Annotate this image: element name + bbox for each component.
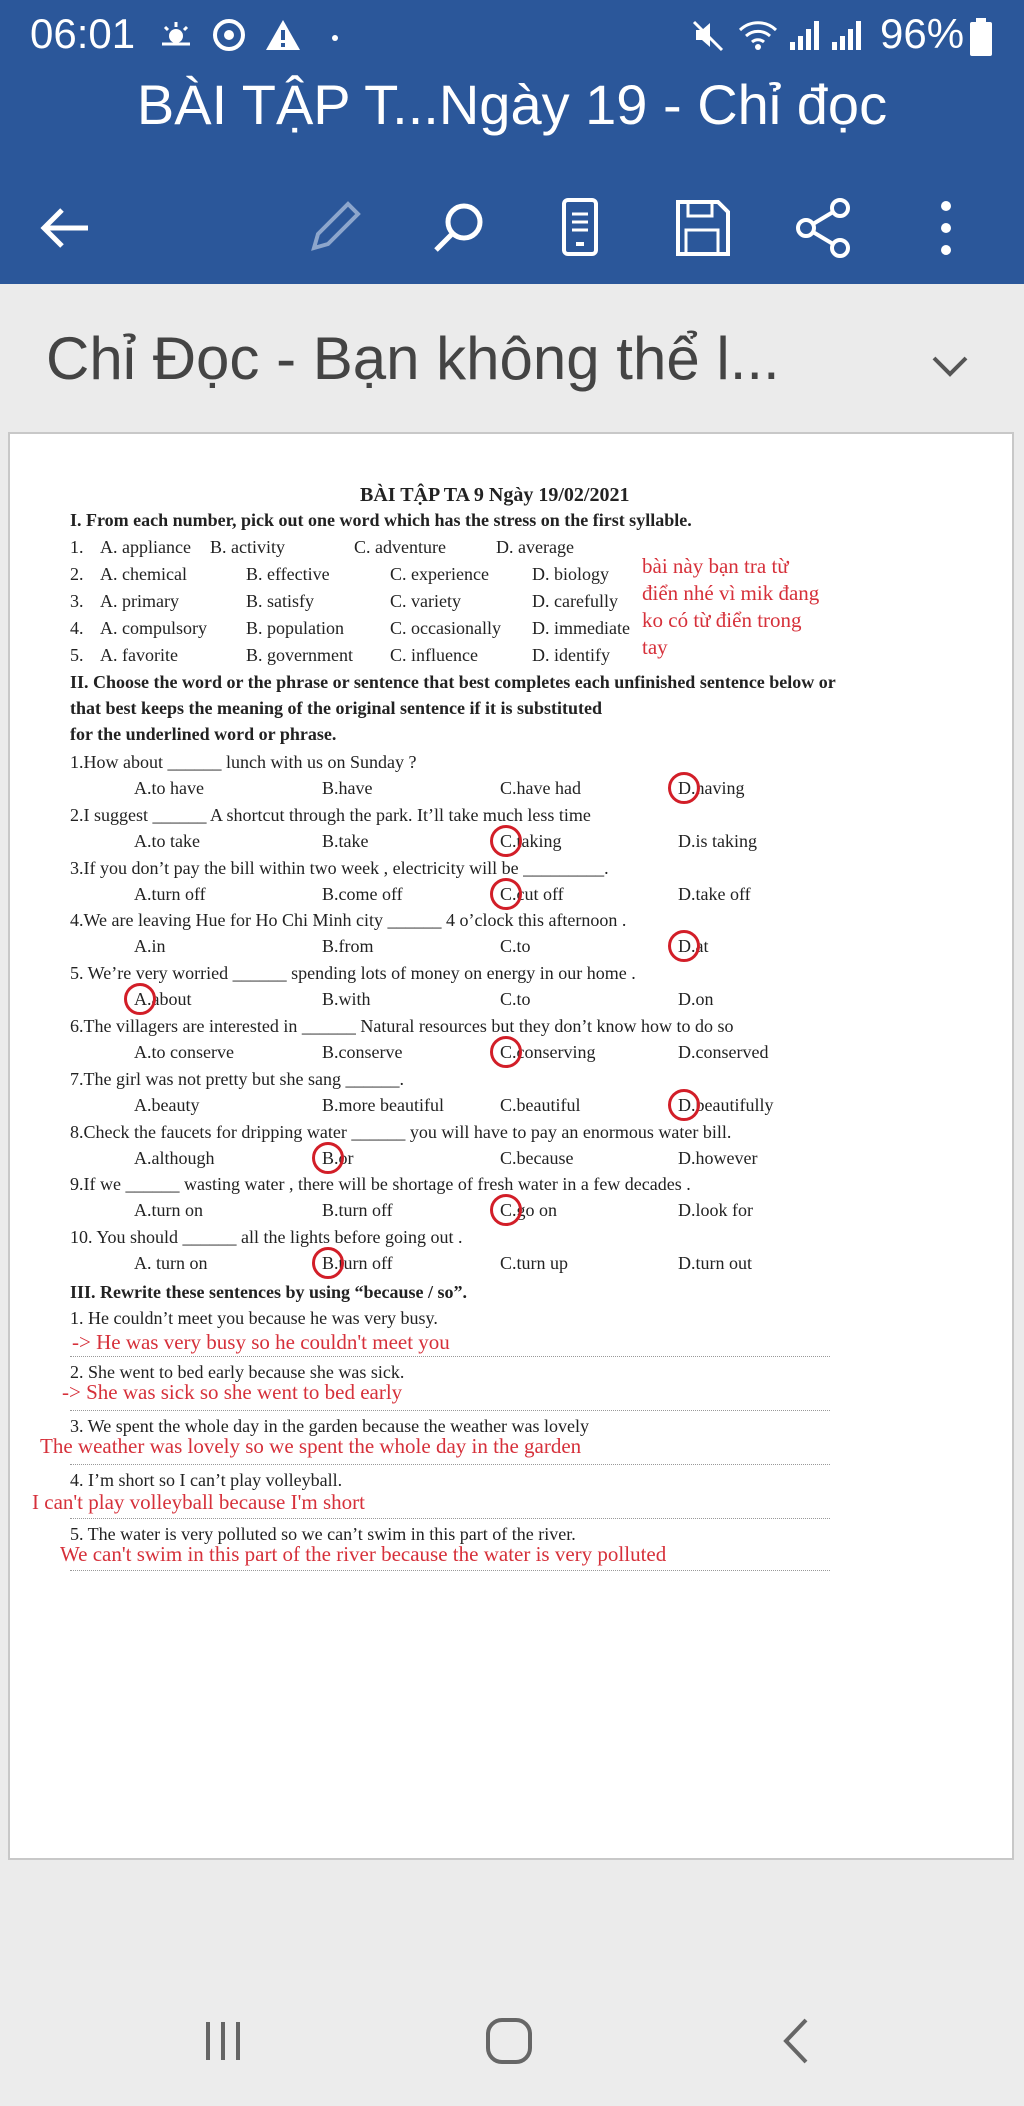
answer-circle-mark xyxy=(490,1194,522,1226)
answer-line xyxy=(70,1518,830,1519)
answer-option: B.with xyxy=(322,989,371,1010)
back-nav-icon[interactable] xyxy=(762,2006,832,2076)
answer-option: C.turn up xyxy=(500,1253,569,1274)
answer-option: A.in xyxy=(134,936,166,957)
answer-option: D.at xyxy=(678,936,709,957)
signal-icon xyxy=(788,18,822,60)
answer-option: C.taking xyxy=(500,830,562,851)
question-text: 8.Check the faucets for dripping water ______ you will have to pay an enormous water bill. xyxy=(70,1121,732,1142)
handwritten-answer: The weather was lovely so we spent the whole day in the garden xyxy=(40,1434,582,1458)
question-text: 7.The girl was not pretty but she sang ______. xyxy=(70,1068,404,1089)
answer-option: B.take xyxy=(322,830,369,851)
answer-circle-mark xyxy=(668,772,700,804)
section2-heading: II. Choose the word or the phrase or sentence that best completes each unfinished sentence below or xyxy=(70,672,836,692)
document-title: BÀI TẬP T...Ngày 19 - Chỉ đọc xyxy=(136,73,888,136)
answer-line xyxy=(70,1570,830,1571)
section2-heading: that best keeps the meaning of the original sentence if it is substituted xyxy=(70,698,602,718)
app-bar xyxy=(0,0,1024,284)
mute-icon xyxy=(690,18,726,60)
answer-option: C.to xyxy=(500,989,531,1010)
answer-option: A.turn on xyxy=(134,1200,203,1221)
answer-option: D.is taking xyxy=(678,830,757,851)
answer-option: C.go on xyxy=(500,1200,558,1221)
more-icon[interactable] xyxy=(906,188,986,268)
home-icon[interactable] xyxy=(474,2006,544,2076)
answer-option: D.having xyxy=(678,778,745,798)
answer-option: D.beautifully xyxy=(678,1094,774,1115)
share-icon[interactable] xyxy=(784,188,864,268)
status-bar xyxy=(0,0,1024,70)
battery-level: 96% xyxy=(880,10,965,57)
answer-option: B.or xyxy=(322,1147,354,1168)
answer-option: B.turn off xyxy=(322,1253,393,1274)
answer-option: A.although xyxy=(134,1147,215,1168)
back-icon[interactable] xyxy=(26,188,106,268)
read-only-banner[interactable] xyxy=(0,284,1024,432)
answer-option: B.conserve xyxy=(322,1042,403,1062)
recent-apps-icon[interactable] xyxy=(188,2006,258,2076)
read-only-text: Chỉ Đọc - Bạn không thể l... xyxy=(46,325,780,392)
answer-option: A.to take xyxy=(134,830,200,851)
answer-option: D.however xyxy=(678,1147,758,1168)
question-text: 10. You should ______ all the lights before going out . xyxy=(70,1227,463,1248)
document-page: BÀI TẬP TA 9 Ngày 19/02/2021 I. From each number, pick out one word which has the stress on the first syllable. 1. A. appliance B. activity C. adventure D. average 2. A. chemical B. effective C. experience D. biology 3. A. primary B. satisfy C. variety D. carefully 4. A. compulsory B. population C. occasionally D. immediate 5. A. favorite B. government C. influence D. identify bài này bạn tra từ điển nhé vì mik đang ko có từ điển trong tay II. Choose the word or the phrase or sentence that best completes each unfinished sentence below or that best keeps the meaning of the original sentence if it is substituted for the underlined word or phrase. 1.How about ______ lunch with us on Sunday ? A.to have B.have C.have had D.having 2.I suggest ______ A shortcut through the park. It’ll take much less time A.to take B.take C.taking D.is taking 3.If you don’t pay the bill within two week , electricity will be _________. A.turn off B.come off C.cut off D.take off 4.We are leaving Hue for Ho Chi Minh city ______ 4 o’clock this afternoon . A.in B.from C.to D.at 5. We’re very worried ______ spending lots of money on energy in our home . A.about B.with C.to D.on 6.The villagers are interested in ______ Natural resources but they don’t know how to do so A.to conserve B.conserve C.conserving D.conserved 7.The girl was not pretty but she sang ______. A.beauty B.more beautiful C.beautiful D.beautifully 8.Check the faucets for dripping water ______ you will have to pay an enormous water bill. A.although B.or C.because D.however 9.If we ______ wasting water , there will be shortage of fresh water in a few decades . A.turn on B.turn off C.go on D.look for 10. You should ______ all the lights before going out . A. turn on B.turn off C.turn up D.turn out III. Rewrite these sentences by using “because / so”. 1. He couldn’t meet you because he was very busy. -> He was very busy so he couldn't meet you 2. She went to bed early because she was sick. -> She was sick so she went to bed early 3. We spent the whole day in the garden because the weather was lovely The weather was lovely so we spent the whole day in the garden 4. I’m short so I can’t play volleyball. I can't play volleyball because I'm short 5. The water is very polluted so we can’t swim in this part of the river. We can't swim in this part of the river because the water is very polluted xyxy=(8,432,1014,1860)
handwritten-answer: I can't play volleyball because I'm short xyxy=(32,1490,365,1514)
edit-icon[interactable] xyxy=(294,188,374,268)
answer-option: C.because xyxy=(500,1147,574,1168)
answer-option: C.to xyxy=(500,936,531,957)
question-text: 9.If we ______ wasting water , there will be shortage of fresh water in a few decades . xyxy=(70,1174,691,1195)
answer-option: B.more beautiful xyxy=(322,1094,444,1115)
answer-circle-mark xyxy=(490,878,522,910)
answer-option: B.come off xyxy=(322,883,403,904)
answer-option: D.take off xyxy=(678,883,751,904)
answer-option: D.turn out xyxy=(678,1253,752,1274)
answer-option: A.about xyxy=(134,989,192,1010)
answer-option: B.turn off xyxy=(322,1200,393,1221)
answer-option: A. turn on xyxy=(134,1253,208,1274)
section1-heading: I. From each number, pick out one word which has the stress on the first syllable. xyxy=(70,510,692,530)
handwritten-answer: -> He was very busy so he couldn't meet you xyxy=(72,1330,450,1354)
question-text: 5. We’re very worried ______ spending lots of money on energy in our home . xyxy=(70,963,636,984)
answer-line xyxy=(70,1356,830,1357)
signal-icon xyxy=(830,18,864,60)
answer-option: C.conserving xyxy=(500,1042,596,1062)
answer-circle-mark xyxy=(490,825,522,857)
answer-option: A.beauty xyxy=(134,1094,200,1115)
question-text: 4.We are leaving Hue for Ho Chi Minh city ______ 4 o’clock this afternoon . xyxy=(70,910,627,931)
answer-circle-mark xyxy=(312,1142,344,1174)
question-text: 3.If you don’t pay the bill within two week , electricity will be _________. xyxy=(70,857,609,878)
weather-icon xyxy=(158,18,194,58)
worksheet-title: BÀI TẬP TA 9 Ngày 19/02/2021 xyxy=(360,484,630,506)
answer-option: C.beautiful xyxy=(500,1094,581,1115)
answer-circle-mark xyxy=(668,930,700,962)
answer-option: D.on xyxy=(678,989,714,1010)
toolbar xyxy=(0,180,1024,270)
answer-option: C.cut off xyxy=(500,883,564,904)
answer-line xyxy=(70,1464,830,1465)
question-text: 1.How about ______ lunch with us on Sunday ? xyxy=(70,752,417,772)
answer-line xyxy=(70,1410,830,1411)
mobile-view-icon[interactable] xyxy=(540,188,620,268)
answer-option: A.to conserve xyxy=(134,1042,234,1062)
answer-option: B.from xyxy=(322,936,374,957)
search-icon[interactable] xyxy=(418,188,498,268)
chrome-icon xyxy=(212,18,246,60)
answer-circle-mark xyxy=(668,1089,700,1121)
question-text: 2.I suggest ______ A shortcut through the park. It’ll take much less time xyxy=(70,804,591,825)
answer-option: D.look for xyxy=(678,1200,753,1221)
answer-circle-mark xyxy=(312,1247,344,1279)
answer-option: D.conserved xyxy=(678,1042,769,1062)
answer-circle-mark xyxy=(124,983,156,1015)
answer-option: A.to have xyxy=(134,778,204,798)
chevron-down-icon[interactable] xyxy=(920,336,980,396)
answer-option: C.have had xyxy=(500,778,581,798)
warning-icon xyxy=(264,18,302,60)
dot-icon xyxy=(330,18,340,60)
navigation-bar xyxy=(0,1970,1024,2106)
section3-heading: III. Rewrite these sentences by using “because / so”. xyxy=(70,1282,467,1302)
section2-heading: for the underlined word or phrase. xyxy=(70,724,337,744)
answer-circle-mark xyxy=(490,1036,522,1068)
save-icon[interactable] xyxy=(662,188,742,268)
status-time: 06:01 xyxy=(30,10,136,57)
answer-option: B.have xyxy=(322,778,373,798)
answer-option: A.turn off xyxy=(134,883,206,904)
wifi-icon xyxy=(738,18,778,60)
handwritten-answer: -> She was sick so she went to bed early xyxy=(62,1380,403,1404)
handwritten-answer: We can't swim in this part of the river because the water is very polluted xyxy=(60,1542,667,1566)
battery-icon xyxy=(968,18,994,64)
question-text: 6.The villagers are interested in ______ Natural resources but they don’t know how to do so xyxy=(70,1016,734,1036)
